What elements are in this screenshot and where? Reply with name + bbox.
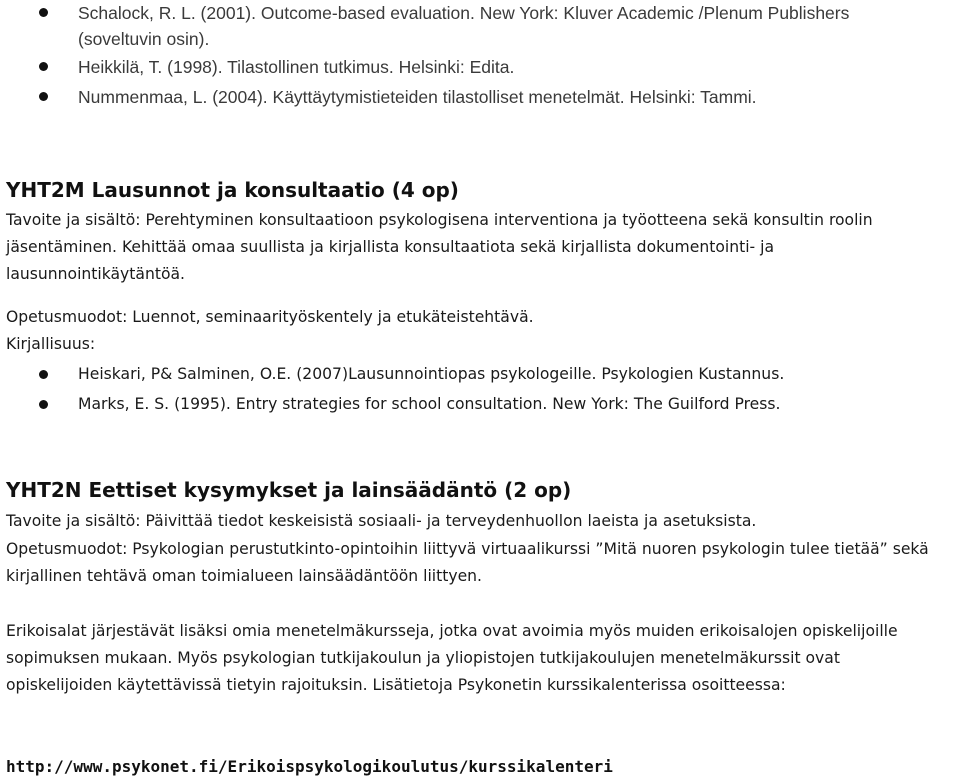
methods-text: : Luennot, seminaarityöskentely ja etukäteistehtävä. — [122, 308, 534, 326]
goal-text: : Päivittää tiedot keskeisistä sosiaali- ja terveydenhuollon laeista ja asetuksista. — [135, 512, 757, 530]
literature-label: Kirjallisuus: — [6, 335, 96, 353]
bullet-icon — [39, 92, 48, 101]
reference-text: Marks, E. S. (1995). Entry strategies for school consultation. New York: The Guilford Press. — [78, 395, 781, 413]
methods-paragraph-yht2m — [6, 304, 951, 331]
section-title-yht2n: YHT2N Eettiset kysymykset ja lainsäädäntö (2 op) — [6, 478, 572, 502]
goal-paragraph-yht2n — [6, 508, 951, 535]
reference-item — [0, 0, 960, 52]
goal-paragraph-yht2m — [6, 207, 951, 288]
reference-text: Schalock, R. L. (2001). Outcome-based evaluation. New York: Kluver Academic /Plenum Publishers (soveltuvin osin). — [78, 3, 850, 49]
methods-label: Opetusmuodot — [6, 308, 123, 326]
bullet-icon — [39, 62, 48, 71]
goal-label: Tavoite ja sisältö — [6, 512, 136, 530]
methods-text: : Psykologian perustutkinto-opintoihin liittyvä virtuaalikurssi ”Mitä nuoren psykologin tulee tietää” sekä kirjallinen tehtävä oman toimialueen lainsäädäntöön liittyen. — [6, 540, 929, 585]
reference-item — [0, 82, 960, 112]
goal-text: : Perehtyminen konsultaatioon psykologisena interventiona ja työotteena sekä konsultin roolin jäsentäminen. Kehittää omaa suullista ja kirjallista konsultaatiota sekä kirjallista dokumentointi- ja lausunnointikäytäntöä. — [6, 211, 873, 283]
section-title-yht2m: YHT2M Lausunnot ja konsultaatio (4 op) — [6, 178, 459, 202]
methods-paragraph-yht2n — [6, 536, 951, 590]
methods-label: Opetusmuodot — [6, 540, 123, 558]
reference-item — [0, 359, 960, 389]
reference-text: Nummenmaa, L. (2004). Käyttäytymistieteiden tilastolliset menetelmät. Helsinki: Tammi. — [78, 87, 757, 107]
reference-text: Heikkilä, T. (1998). Tilastollinen tutkimus. Helsinki: Edita. — [78, 57, 515, 77]
reference-list-top — [0, 0, 960, 112]
bullet-icon — [39, 400, 48, 409]
bullet-icon — [39, 370, 48, 379]
bullet-icon — [39, 8, 48, 17]
goal-label: Tavoite ja sisältö — [6, 211, 136, 229]
reference-list-yht2m — [0, 359, 960, 419]
reference-text: Heiskari, P& Salminen, O.E. (2007)Lausunnointiopas psykologeille. Psykologien Kustannus. — [78, 365, 785, 383]
reference-item — [0, 52, 960, 82]
calendar-link[interactable]: http://www.psykonet.fi/Erikoispsykologikoulutus/kurssikalenteri — [6, 757, 613, 776]
closing-paragraph: Erikoisalat järjestävät lisäksi omia menetelmäkursseja, jotka ovat avoimia myös muiden erikoisalojen opiskelijoille sopimuksen mukaan. Myös psykologian tutkijakoulun ja yliopistojen tutkijakoulujen menetelmäkurssit ovat opiskelijoiden käytettävissä tietyin rajoituksin. Lisätietoja Psykonetin kurssikalenterissa osoitteessa: — [6, 622, 898, 694]
reference-item — [0, 389, 960, 419]
